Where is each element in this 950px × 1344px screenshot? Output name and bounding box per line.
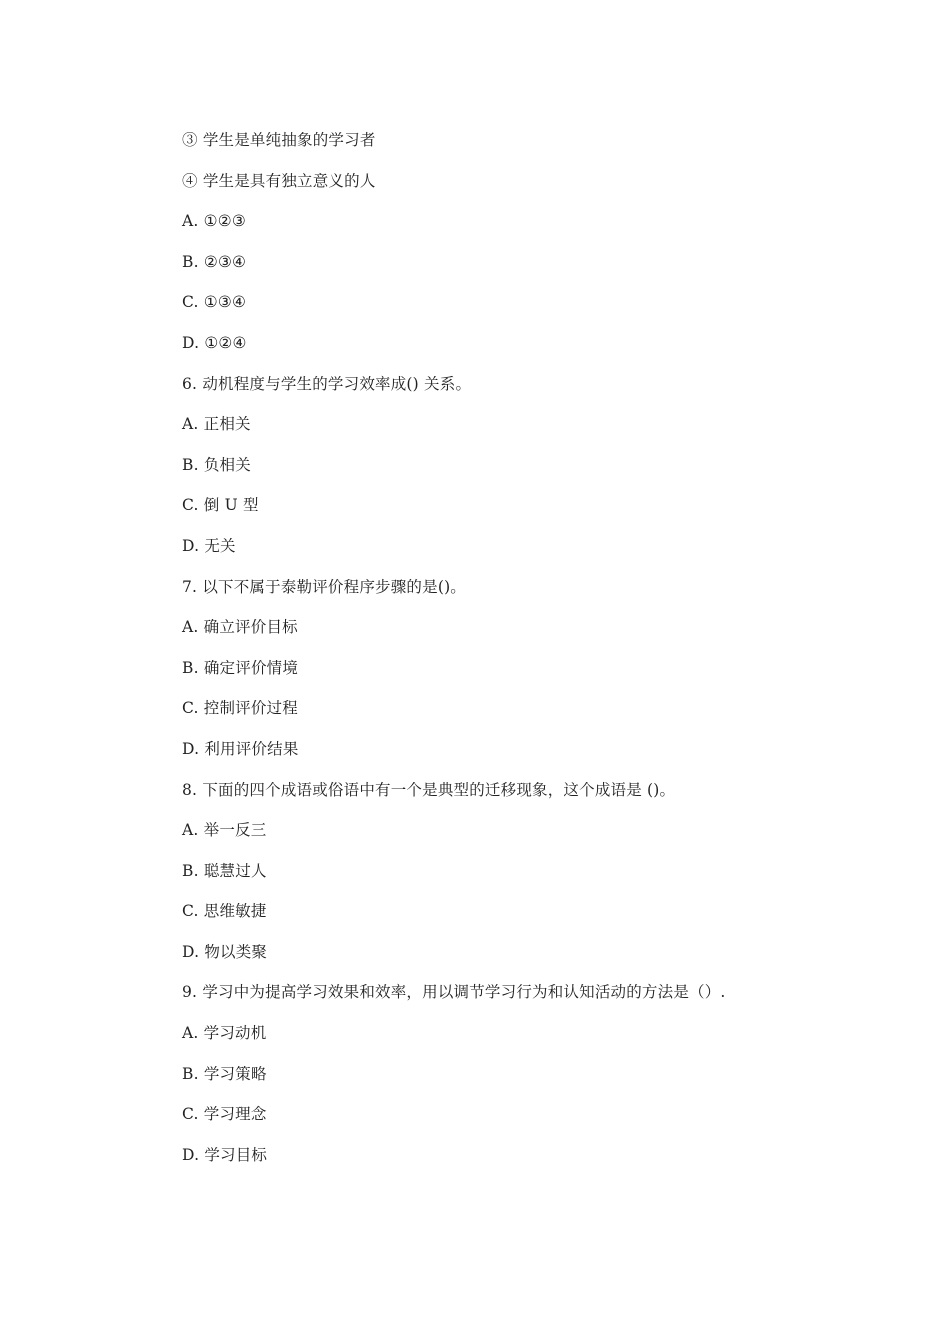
q9-option-b: B. 学习策略 [182,1064,267,1083]
q7-option-b: B. 确定评价情境 [182,658,299,677]
q6-option-d: D. 无关 [182,536,236,555]
q8-option-a: A. 举一反三 [182,821,267,840]
question-9: 9. 学习中为提高学习效果和效率，用以调节学习行为和认知活动的方法是（）. [182,983,726,1002]
q5-option-c: C. ①③④ [182,293,247,312]
q9-option-a: A. 学习动机 [182,1024,267,1043]
q8-option-b: B. 聪慧过人 [182,861,267,880]
option-3-statement: ③ 学生是单纯抽象的学习者 [182,131,376,149]
option-4-statement: ④ 学生是具有独立意义的人 [182,171,376,190]
question-6: 6. 动机程度与学生的学习效率成() 关系。 [182,374,472,393]
q7-option-c: C. 控制评价过程 [182,699,298,718]
q5-option-b: B. ②③④ [182,252,247,271]
q7-option-a: A. 确立评价目标 [182,618,298,637]
q6-option-c: C. 倒 U 型 [182,496,259,515]
q6-option-a: A. 正相关 [182,415,251,434]
q7-option-d: D. 利用评价结果 [182,739,299,758]
question-7: 7. 以下不属于泰勒评价程序步骤的是()。 [182,577,467,596]
q5-option-a: A. ①②③ [182,212,246,231]
q6-option-b: B. 负相关 [182,455,251,474]
q9-option-d: D. 学习目标 [182,1145,268,1164]
q5-option-d: D. ①②④ [182,333,247,352]
q8-option-c: C. 思维敏捷 [182,902,267,921]
q9-option-c: C. 学习理念 [182,1105,267,1124]
question-8: 8. 下面的四个成语或俗语中有一个是典型的迁移现象，这个成语是 ()。 [182,780,676,799]
q8-option-d: D. 物以类聚 [182,942,268,961]
document-content [182,128,822,1183]
